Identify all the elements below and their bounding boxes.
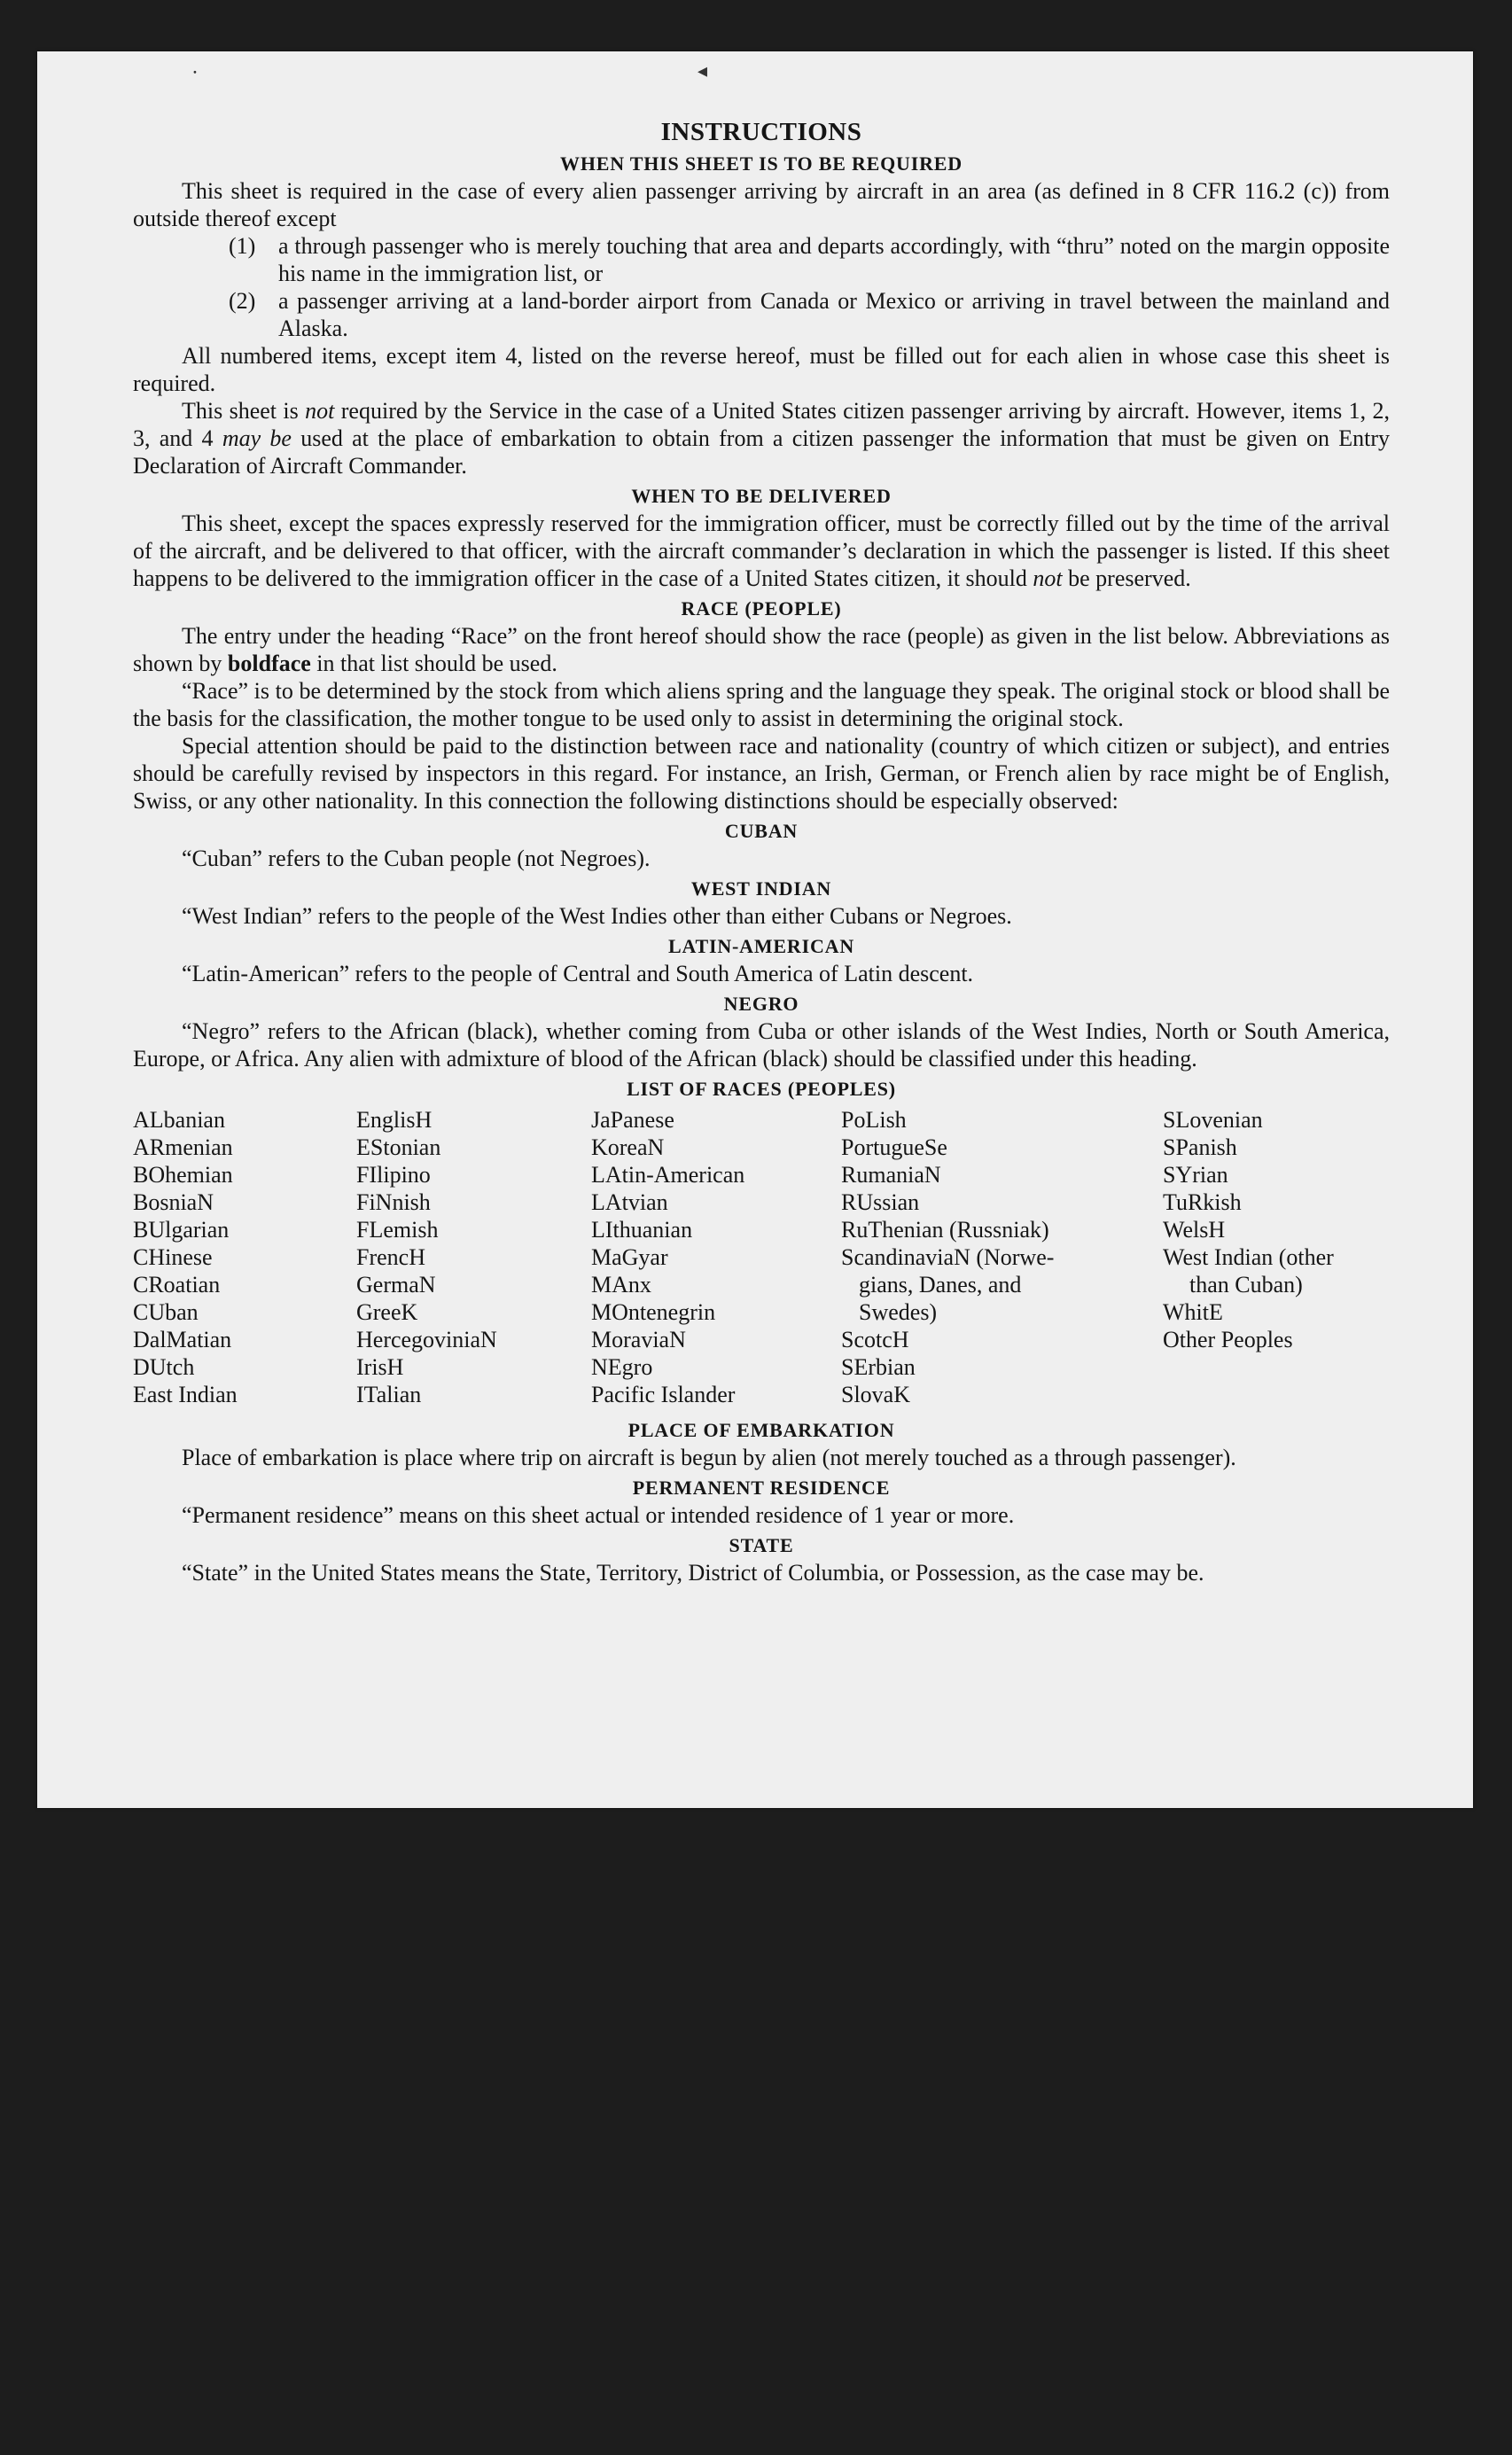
race-item: LAtvian — [591, 1189, 668, 1215]
race-item: LIthuanian — [591, 1217, 693, 1243]
scan-artifact: ⸱ — [192, 61, 198, 83]
race-item: BosniaN — [133, 1189, 214, 1215]
race-item: DUtch — [133, 1354, 195, 1380]
text-run: used at the place of embarkation to obtain from a citizen passenger the information that must be given on Entry Declaration of Aircraft Commander. — [133, 425, 1391, 479]
section-heading-latin-american: LATIN-AMERICAN — [667, 935, 855, 957]
text-run: The entry under the heading “Race” on the front hereof should show the race (people) as given in the list below. Abbreviations as shown by — [133, 623, 1390, 676]
race-item: Pacific Islander — [591, 1382, 736, 1407]
race-item: NEgro — [591, 1354, 653, 1380]
race-item: WelsH — [1163, 1217, 1226, 1243]
paragraph-race-stock: “Race” is to be determined by the stock from which aliens spring and the language they speak. The original stock or blood shall be the basis for the classification, the mother tongue to be used only to assist in determining the original stock. — [133, 678, 1390, 731]
race-item: BUlgarian — [133, 1217, 230, 1243]
race-item: MOntenegrin — [591, 1299, 716, 1325]
text-run: be preserved. — [1062, 565, 1191, 591]
section-heading-races-list: LIST OF RACES (PEOPLES) — [627, 1078, 896, 1100]
race-item: WhitE — [1163, 1299, 1223, 1325]
paragraph-race-nationality: Special attention should be paid to the distinction between race and nationality (country of which citizen or subject), and entries should be carefully revised by inspectors in this regard. For instance, an Irish, German, or French alien by race might be of English, Swiss, or any other nationality. In this connection the following distinctions should be especially observed: — [133, 733, 1390, 814]
race-item: ScandinaviaN (Norwe- — [841, 1244, 1055, 1270]
race-item: GreeK — [356, 1299, 418, 1325]
text-run: This sheet is — [182, 398, 306, 424]
section-heading-race: RACE (PEOPLE) — [681, 597, 842, 620]
races-column-4 — [841, 1106, 1163, 1408]
race-item: ITalian — [356, 1382, 422, 1407]
race-item-continuation: Swedes) — [859, 1299, 938, 1325]
race-item: RUssian — [841, 1189, 920, 1215]
race-item: IrisH — [356, 1354, 404, 1380]
race-item: FLemish — [356, 1217, 439, 1243]
race-item: LAtin-American — [591, 1162, 745, 1188]
race-item: FiNnish — [356, 1189, 431, 1215]
list-item-exception-2 — [229, 287, 1390, 342]
race-item: West Indian (other — [1163, 1244, 1334, 1270]
race-item: MaGyar — [591, 1244, 668, 1270]
text-run: This sheet, except the spaces expressly reserved for the immigration officer, must be correctly filled out by the time of the arrival of the aircraft, and be delivered to that officer, with the aircraft commander’s declaration in which the passenger is listed. If this sheet happens to be delivered to the immigration officer in the case of a United States citizen, it should — [133, 510, 1390, 591]
item-text: a passenger arriving at a land-border airport from Canada or Mexico or arriving in travel between the mainland and Alaska. — [278, 288, 1390, 341]
race-item: East Indian — [133, 1382, 238, 1407]
section-heading-embarkation: PLACE OF EMBARKATION — [627, 1419, 895, 1441]
section-heading-negro: NEGRO — [723, 993, 799, 1015]
emphasis: not — [305, 398, 335, 424]
race-item: BOhemian — [133, 1162, 233, 1188]
paragraph-negro: “Negro” refers to the African (black), whether coming from Cuba or other islands of the West Indies, North or South America, Europe, or Africa. Any alien with admixture of blood of the African (black) should be classified under this heading. — [133, 1018, 1390, 1072]
section-heading-required: WHEN THIS SHEET IS TO BE REQUIRED — [560, 152, 963, 175]
paragraph-cuban: “Cuban” refers to the Cuban people (not Negroes). — [182, 846, 651, 871]
races-list — [133, 1106, 1390, 1408]
paragraph-embarkation: Place of embarkation is place where trip on aircraft is begun by alien (not merely touched as a through passenger). — [182, 1445, 1236, 1470]
races-column-5 — [1163, 1106, 1390, 1408]
race-item: HercegoviniaN — [356, 1327, 497, 1352]
race-item: GermaN — [356, 1272, 436, 1298]
page-title: INSTRUCTIONS — [660, 118, 862, 146]
races-column-2 — [356, 1106, 591, 1408]
list-item-exception-1 — [229, 232, 1390, 287]
item-number: (2) — [229, 288, 256, 314]
paragraph-west-indian: “West Indian” refers to the people of the West Indies other than either Cubans or Negroes. — [182, 903, 1012, 929]
race-item: FIlipino — [356, 1162, 431, 1188]
item-text: a through passenger who is merely touching that area and departs accordingly, with “thru” noted on the margin opposite his name in the immigration list, or — [278, 233, 1390, 286]
race-item: DalMatian — [133, 1327, 232, 1352]
paragraph-residence: “Permanent residence” means on this sheet actual or intended residence of 1 year or more. — [182, 1502, 1015, 1528]
races-column-3 — [591, 1106, 841, 1408]
text-run: required by the Service in the case of a United States citizen passenger arriving by aircraft. However, items 1, 2, 3, and 4 — [133, 398, 1390, 451]
bold-text: boldface — [227, 651, 311, 676]
race-item: RuThenian (Russniak) — [841, 1217, 1049, 1243]
races-column-1 — [133, 1106, 356, 1408]
section-heading-delivered: WHEN TO BE DELIVERED — [631, 485, 892, 507]
race-item: JaPanese — [591, 1107, 674, 1133]
paragraph-numbered-items: All numbered items, except item 4, listed on the reverse hereof, must be filled out for each alien in whose case this sheet is required. — [133, 343, 1390, 396]
emphasis: may be — [222, 425, 292, 451]
race-item: SlovaK — [841, 1382, 910, 1407]
paragraph-citizen-passenger — [133, 397, 1390, 479]
text-run: in that list should be used. — [310, 651, 557, 676]
race-item: SPanish — [1163, 1134, 1237, 1160]
race-item: CRoatian — [133, 1272, 221, 1298]
paragraph-required-intro: This sheet is required in the case of every alien passenger arriving by aircraft in an area (as defined in 8 CFR 116.2 (c)) from outside thereof except — [133, 178, 1390, 231]
race-item: EnglisH — [356, 1107, 433, 1133]
section-heading-state: STATE — [729, 1534, 794, 1556]
race-item: MAnx — [591, 1272, 651, 1298]
race-item: PoLish — [841, 1107, 907, 1133]
race-item: SErbian — [841, 1354, 916, 1380]
paragraph-race-entry — [133, 622, 1390, 677]
section-heading-west-indian: WEST INDIAN — [690, 877, 832, 900]
race-item: KoreaN — [591, 1134, 665, 1160]
item-number: (1) — [229, 233, 256, 259]
race-item: SYrian — [1163, 1162, 1228, 1188]
emphasis: not — [1033, 565, 1063, 591]
race-item: MoraviaN — [591, 1327, 686, 1352]
race-item: RumaniaN — [841, 1162, 941, 1188]
race-item: PortugueSe — [841, 1134, 947, 1160]
section-heading-residence: PERMANENT RESIDENCE — [632, 1477, 891, 1499]
race-item: ScotcH — [841, 1327, 909, 1352]
race-item: FrencH — [356, 1244, 425, 1270]
document-page — [37, 51, 1473, 1808]
section-heading-cuban: CUBAN — [724, 820, 799, 842]
race-item: SLovenian — [1163, 1107, 1263, 1133]
race-item: ALbanian — [133, 1107, 225, 1133]
race-item: TuRkish — [1163, 1189, 1242, 1215]
race-item: EStonian — [356, 1134, 441, 1160]
race-item: CUban — [133, 1299, 199, 1325]
race-item: Other Peoples — [1163, 1327, 1293, 1352]
race-item-continuation: than Cuban) — [1189, 1272, 1303, 1298]
race-item-continuation: gians, Danes, and — [859, 1272, 1022, 1298]
race-item: CHinese — [133, 1244, 213, 1270]
paragraph-latin-american: “Latin-American” refers to the people of Central and South America of Latin descent. — [182, 961, 974, 986]
paragraph-state: “State” in the United States means the State, Territory, District of Columbia, or Possession, as the case may be. — [182, 1560, 1204, 1586]
scan-artifact: ◂ — [698, 59, 708, 82]
race-item: ARmenian — [133, 1134, 233, 1160]
paragraph-delivered — [133, 510, 1390, 592]
